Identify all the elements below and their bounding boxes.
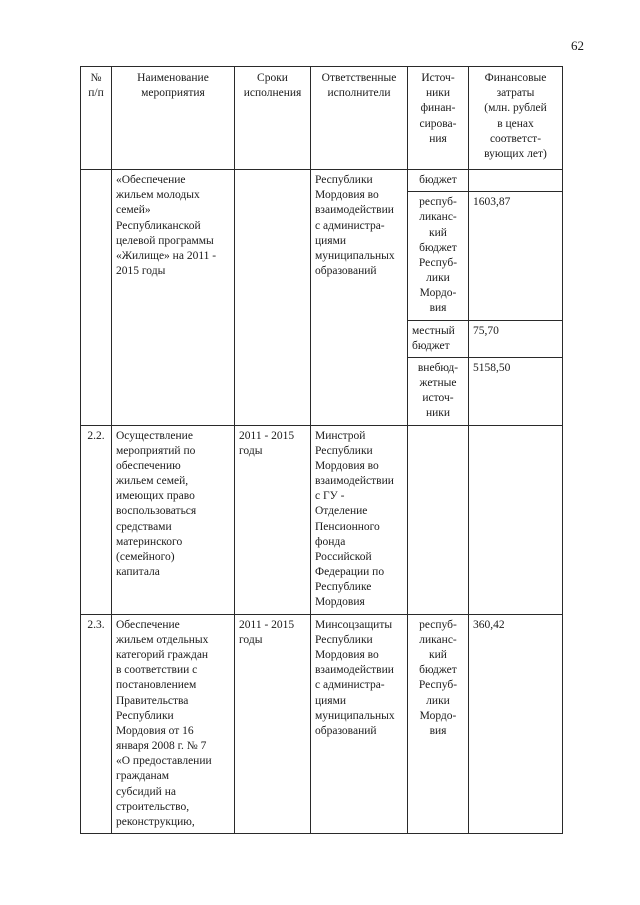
funding-amount xyxy=(469,425,563,614)
header-measure-name: Наименование мероприятия xyxy=(112,67,235,170)
header-term: Сроки исполнения xyxy=(235,67,311,170)
funding-amount: 75,70 xyxy=(469,320,563,357)
funding-amount xyxy=(469,170,563,192)
row-number: 2.2. xyxy=(81,425,112,614)
row-number xyxy=(81,170,112,426)
measure-term: 2011 - 2015 годы xyxy=(235,614,311,833)
measure-term xyxy=(235,170,311,426)
table-row xyxy=(81,170,563,192)
measure-name: «Обеспечение жильем молодых семей» Республиканской целевой программы «Жилище» на 2011 - 2015 годы xyxy=(112,170,235,426)
row-number: 2.3. xyxy=(81,614,112,833)
funding-amount: 360,42 xyxy=(469,614,563,833)
funding-source: респуб- ликанс- кий бюджет Респуб- лики Мордо- вия xyxy=(408,614,469,833)
page-number: 62 xyxy=(571,38,584,53)
funding-source: местный бюджет xyxy=(408,320,469,357)
funding-source xyxy=(408,425,469,614)
header-financial-costs: Финансовые затраты (млн. рублей в ценах соответст- вующих лет) xyxy=(469,67,563,170)
header-responsible: Ответственные исполнители xyxy=(311,67,408,170)
funding-source: бюджет xyxy=(408,170,469,192)
funding-source: внебюд- жетные источ- ники xyxy=(408,357,469,425)
measure-name: Осуществление мероприятий по обеспечению жильем семей, имеющих право воспользоваться средствами материнского (семейного) капитала xyxy=(112,425,235,614)
funding-amount: 5158,50 xyxy=(469,357,563,425)
measure-responsible: Минсоцзащиты Республики Мордовия во взаимодействии с администра- циями муниципальных образований xyxy=(311,614,408,833)
funding-amount: 1603,87 xyxy=(469,192,563,320)
measure-term: 2011 - 2015 годы xyxy=(235,425,311,614)
table-row xyxy=(81,425,563,614)
measure-responsible: Республики Мордовия во взаимодействии с администра- циями муниципальных образований xyxy=(311,170,408,426)
program-measures-table xyxy=(80,66,563,834)
table-row xyxy=(81,614,563,833)
table-header-row xyxy=(81,67,563,170)
funding-source: респуб- ликанс- кий бюджет Респуб- лики Мордо- вия xyxy=(408,192,469,320)
header-funding-source: Источ- ники финан- сирова- ния xyxy=(408,67,469,170)
measure-responsible: Минстрой Республики Мордовия во взаимодействии с ГУ - Отделение Пенсионного фонда Российской Федерации по Республике Мордовия xyxy=(311,425,408,614)
measure-name: Обеспечение жильем отдельных категорий граждан в соответствии с постановлением Правительства Республики Мордовия от 16 января 2008 г. № 7 «О предоставлении гражданам субсидий на строительство, реконструкцию, xyxy=(112,614,235,833)
header-number: № п/п xyxy=(81,67,112,170)
